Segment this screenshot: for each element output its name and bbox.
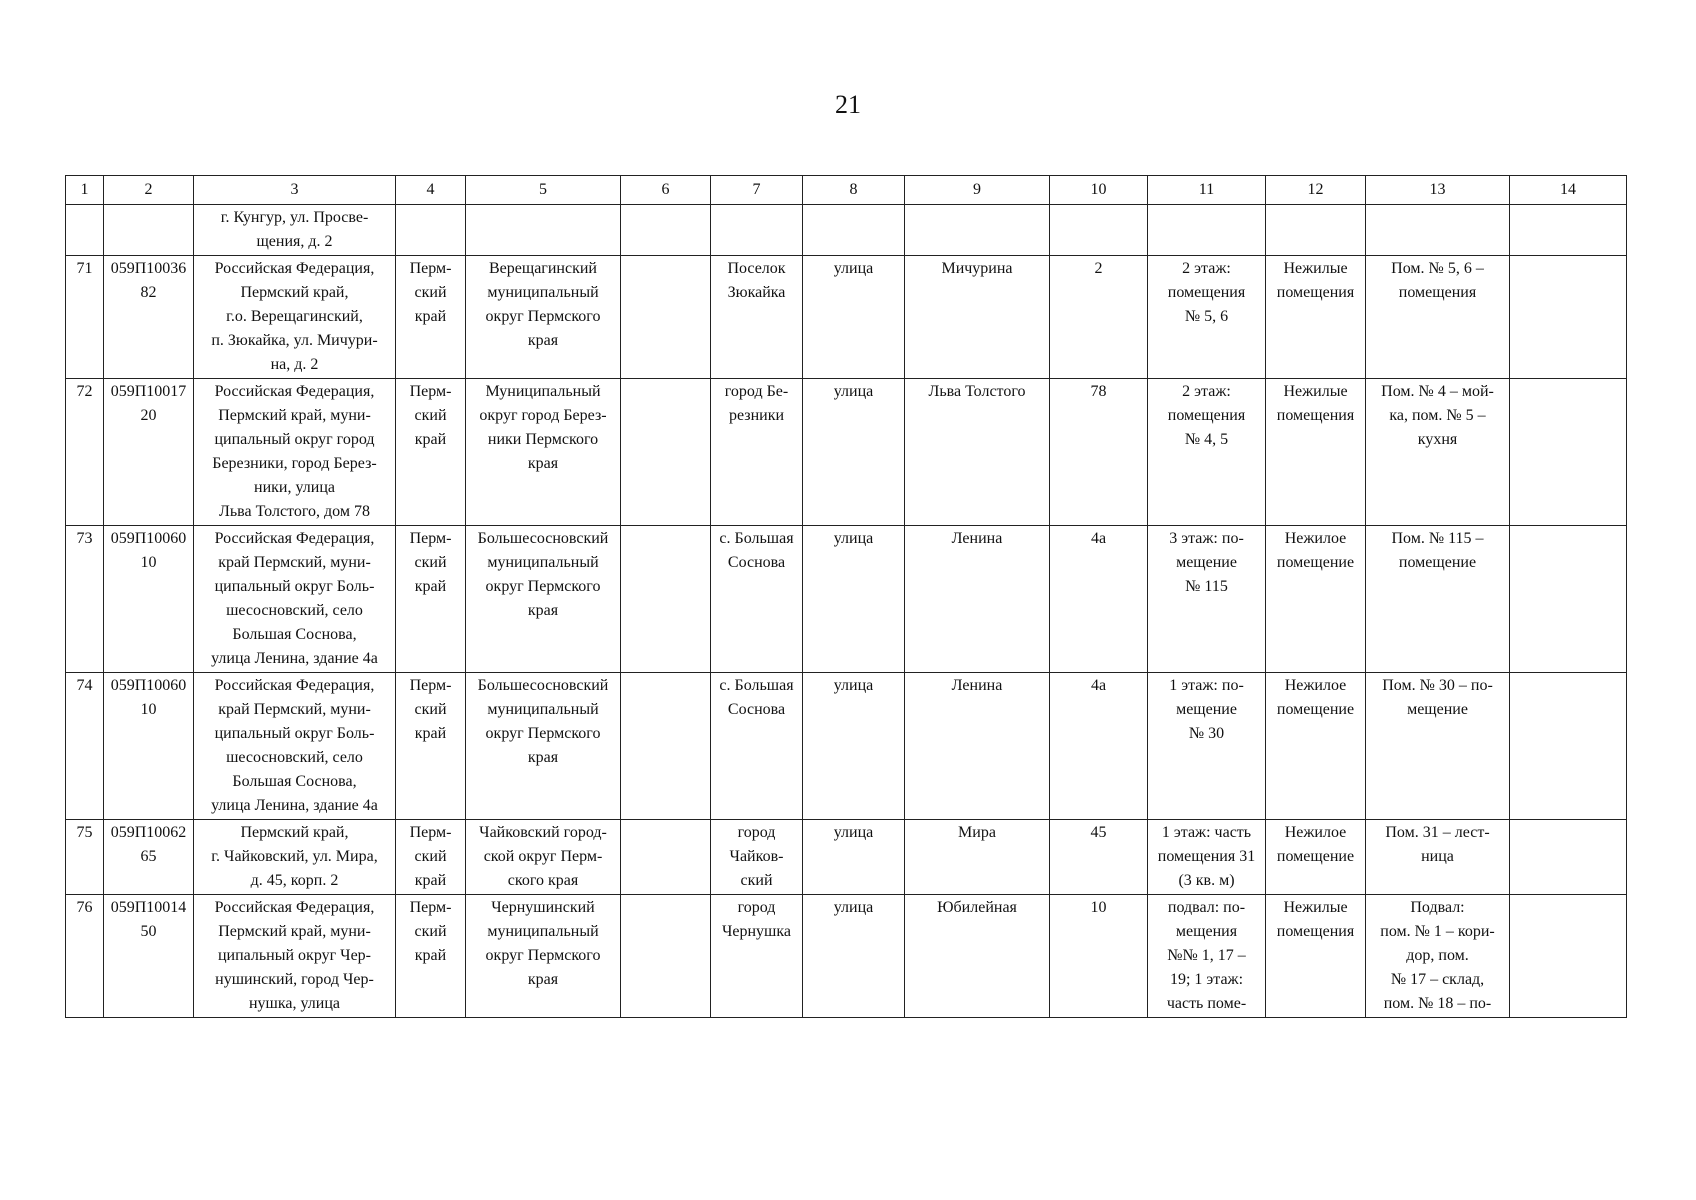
table-cell-col-2 [104,895,194,1018]
cell-text-line: Пермский край, муни- [218,923,371,940]
cell-text-line: нушинский, город Чер- [215,971,374,988]
table-cell-col-4 [396,673,466,820]
cell-text-line: ский [414,407,447,424]
column-header-3: 3 [194,176,396,205]
table-body [66,205,1627,1018]
cell-text-line: с. Большая [719,530,794,547]
table-cell-col-5 [466,205,621,256]
cell-text-line: край [414,872,447,889]
cell-text-line: ский [414,923,447,940]
cell-text-line: город [737,824,776,841]
table-cell-col-4 [396,379,466,526]
cell-text-line: край [414,431,447,448]
table-cell-col-1 [66,526,104,673]
table-cell-col-14 [1510,256,1627,379]
cell-text-line: Ленина [951,530,1003,547]
cell-text-line: края [527,602,559,619]
cell-text-line: Березники, город Берез- [212,455,377,472]
cell-text-line: помещения [1167,284,1246,301]
table-cell-col-2 [104,205,194,256]
cell-text-line: Зюкайка [727,284,786,301]
cell-text-line: 2 этаж: [1182,260,1231,277]
cell-text-line: Пермский край, муни- [218,407,371,424]
cell-text-line: резники [728,407,785,424]
cell-text-line: муниципальный [487,554,599,571]
cell-text-line: № 5, 6 [1184,308,1229,325]
table-cell-col-1 [66,256,104,379]
table-cell-col-6 [621,820,711,895]
cell-text-line: край [414,947,447,964]
cell-text-line: ский [740,872,773,889]
table-cell-col-7 [711,673,803,820]
cell-text-line: Российская Федерация, [214,530,375,547]
table-cell-col-1 [66,673,104,820]
table-cell-col-1 [66,379,104,526]
cell-text-line: Чернушка [721,923,791,940]
table-cell-col-3 [194,379,396,526]
table-cell-col-12 [1266,526,1366,673]
cell-text-line: город [737,899,776,916]
cell-text-line: Пом. № 30 – по- [1382,677,1493,694]
cell-text-line: Пермский край, [240,824,349,841]
cell-text-line: мещение [1176,554,1237,571]
table-cell-col-6 [621,256,711,379]
cell-text-line: ской округ Перм- [483,848,603,865]
cell-text-line: округ Пермского [485,308,601,325]
cell-text-line: мещения [1175,923,1238,940]
cell-text-line: улица Ленина, здание 4а [211,650,378,667]
cell-text-line: Большесосновский [477,530,609,547]
cell-text-line: 72 [76,383,93,400]
table-cell-col-3 [194,895,396,1018]
cell-text-line: края [527,971,559,988]
table-cell-col-11 [1148,526,1266,673]
table-cell-col-9 [905,379,1050,526]
cell-text-line: муниципальный [487,701,599,718]
cell-text-line: Большесосновский [477,677,609,694]
cell-text-line: 059П10060 [110,530,187,547]
table-cell-col-13 [1366,526,1510,673]
table-cell-col-14 [1510,205,1627,256]
cell-text-line: Перм- [409,530,452,547]
table-cell-col-4 [396,526,466,673]
column-header-14: 14 [1510,176,1627,205]
table-cell-col-6 [621,526,711,673]
cell-text-line: с. Большая [719,677,794,694]
table-header-row [66,176,1627,205]
table-cell-col-2 [104,256,194,379]
cell-text-line: улица [833,899,874,916]
cell-text-line: помещения 31 [1157,848,1256,865]
table-cell-col-3 [194,526,396,673]
cell-text-line: (3 кв. м) [1178,872,1235,889]
cell-text-line: 059П10060 [110,677,187,694]
cell-text-line: Нежилое [1284,824,1347,841]
table-cell-col-9 [905,673,1050,820]
cell-text-line: улица [833,260,874,277]
cell-text-line: Верещагинский [489,260,597,277]
cell-text-line: 75 [76,824,93,841]
cell-text-line: 2 этаж: [1182,383,1231,400]
table-row [66,256,1627,379]
table-cell-col-7 [711,526,803,673]
cell-text-line: 74 [76,677,93,694]
cell-text-line: 45 [1090,824,1107,841]
cell-text-line: шесосновский, село [226,602,363,619]
cell-text-line: ница [1421,848,1454,865]
column-header-5: 5 [466,176,621,205]
table-cell-col-8 [803,379,905,526]
cell-text-line: Соснова [727,554,786,571]
cell-text-line: Чайковский город- [479,824,607,841]
cell-text-line: ники, улица [254,479,335,496]
table-row [66,526,1627,673]
cell-text-line: помещение [1276,848,1355,865]
table-cell-col-12 [1266,379,1366,526]
cell-text-line: 1 этаж: часть [1161,824,1252,841]
table-cell-col-5 [466,526,621,673]
table-cell-col-9 [905,526,1050,673]
cell-text-line: ники Пермского [487,431,599,448]
cell-text-line: ка, пом. № 5 – [1389,407,1486,424]
table-cell-col-12 [1266,205,1366,256]
cell-text-line: округ Пермского [485,947,601,964]
cell-text-line: 50 [140,923,157,940]
cell-text-line: Российская Федерация, [214,899,375,916]
column-header-13: 13 [1366,176,1510,205]
cell-text-line: Российская Федерация, [214,677,375,694]
table-cell-col-7 [711,256,803,379]
table-cell-col-10 [1050,673,1148,820]
cell-text-line: г. Кунгур, ул. Просве- [220,209,369,226]
table-cell-col-3 [194,820,396,895]
cell-text-line: помещение [1276,701,1355,718]
cell-text-line: г.о. Верещагинский, [226,308,363,325]
cell-text-line: края [527,455,559,472]
table-cell-col-4 [396,256,466,379]
cell-text-line: ский [414,554,447,571]
table-row [66,820,1627,895]
column-header-2: 2 [104,176,194,205]
table-cell-col-5 [466,673,621,820]
cell-text-line: 65 [140,848,157,865]
cell-text-line: Нежилые [1283,899,1348,916]
table-cell-col-5 [466,379,621,526]
table-row [66,205,1627,256]
cell-text-line: край [414,578,447,595]
table-cell-col-8 [803,256,905,379]
table-cell-col-1 [66,895,104,1018]
cell-text-line: № 30 [1188,725,1225,742]
cell-text-line: ципальный округ город [214,431,375,448]
cell-text-line: Нежилое [1284,677,1347,694]
table-cell-col-12 [1266,895,1366,1018]
cell-text-line: Перм- [409,677,452,694]
table-cell-col-14 [1510,526,1627,673]
cell-text-line: 4а [1090,677,1107,694]
cell-text-line: Перм- [409,260,452,277]
table-cell-col-13 [1366,673,1510,820]
cell-text-line: Льва Толстого [928,383,1026,400]
cell-text-line: подвал: по- [1167,899,1246,916]
table-cell-col-8 [803,895,905,1018]
cell-text-line: пом. № 1 – кори- [1380,923,1495,940]
cell-text-line: ципальный округ Боль- [214,578,375,595]
table-cell-col-6 [621,379,711,526]
table-cell-col-7 [711,205,803,256]
cell-text-line: Нежилое [1284,530,1347,547]
table-cell-col-13 [1366,379,1510,526]
cell-text-line: край [414,308,447,325]
table-cell-col-11 [1148,379,1266,526]
table-cell-col-3 [194,673,396,820]
cell-text-line: шесосновский, село [226,749,363,766]
cell-text-line: Мичурина [941,260,1013,277]
table-cell-col-3 [194,256,396,379]
cell-text-line: Льва Толстого, дом 78 [219,503,370,520]
cell-text-line: 20 [140,407,157,424]
cell-text-line: улица [833,383,874,400]
cell-text-line: ципальный округ Боль- [214,725,375,742]
table-cell-col-6 [621,205,711,256]
table-cell-col-10 [1050,256,1148,379]
table-cell-col-12 [1266,673,1366,820]
cell-text-line: край Пермский, муни- [218,554,371,571]
table-cell-col-11 [1148,205,1266,256]
table-cell-col-1 [66,820,104,895]
cell-text-line: округ Пермского [485,578,601,595]
table-cell-col-8 [803,673,905,820]
cell-text-line: 19; 1 этаж: [1169,971,1244,988]
cell-text-line: муниципальный [487,284,599,301]
table-cell-col-5 [466,256,621,379]
table-cell-col-2 [104,673,194,820]
table-cell-col-10 [1050,379,1148,526]
cell-text-line: ципальный округ Чер- [217,947,372,964]
cell-text-line: 1 этаж: по- [1169,677,1244,694]
cell-text-line: 059П10062 [110,824,187,841]
table-cell-col-7 [711,895,803,1018]
cell-text-line: 4а [1090,530,1107,547]
cell-text-line: п. Зюкайка, ул. Мичури- [211,332,378,349]
cell-text-line: улица [833,677,874,694]
cell-text-line: помещение [1276,554,1355,571]
table-cell-col-2 [104,379,194,526]
cell-text-line: №№ 1, 17 – [1167,947,1246,964]
cell-text-line: нушка, улица [248,995,341,1012]
table-cell-col-9 [905,895,1050,1018]
cell-text-line: 10 [1090,899,1107,916]
page-number: 21 [835,90,861,119]
cell-text-line: Пермский край, [240,284,349,301]
table-row [66,379,1627,526]
cell-text-line: 82 [140,284,157,301]
table-cell-col-14 [1510,379,1627,526]
cell-text-line: 059П10014 [110,899,187,916]
table-cell-col-13 [1366,256,1510,379]
table-cell-col-4 [396,205,466,256]
table-cell-col-14 [1510,820,1627,895]
cell-text-line: 2 [1094,260,1103,277]
cell-text-line: ский [414,701,447,718]
cell-text-line: 71 [76,260,93,277]
cell-text-line: край [414,725,447,742]
cell-text-line: Большая Соснова, [232,626,357,643]
cell-text-line: № 4, 5 [1184,431,1229,448]
column-header-12: 12 [1266,176,1366,205]
cell-text-line: Мира [958,824,996,841]
cell-text-line: улица Ленина, здание 4а [211,797,378,814]
cell-text-line: 3 этаж: по- [1169,530,1244,547]
table-cell-col-6 [621,895,711,1018]
table-cell-col-5 [466,820,621,895]
table-cell-col-9 [905,256,1050,379]
cell-text-line: ский [414,848,447,865]
cell-text-line: Перм- [409,899,452,916]
cell-text-line: Юбилейная [937,899,1017,916]
cell-text-line: край Пермский, муни- [218,701,371,718]
table-cell-col-7 [711,820,803,895]
column-header-4: 4 [396,176,466,205]
cell-text-line: улица [833,824,874,841]
cell-text-line: 76 [76,899,93,916]
cell-text-line: Перм- [409,824,452,841]
table-cell-col-13 [1366,205,1510,256]
cell-text-line: на, д. 2 [270,356,319,373]
cell-text-line: края [527,332,559,349]
table-cell-col-5 [466,895,621,1018]
table-cell-col-9 [905,820,1050,895]
table-cell-col-10 [1050,820,1148,895]
table-cell-col-2 [104,526,194,673]
cell-text-line: № 115 [1185,578,1228,595]
table-cell-col-9 [905,205,1050,256]
table-cell-col-8 [803,205,905,256]
cell-text-line: город Бе- [724,383,789,400]
table-cell-col-7 [711,379,803,526]
cell-text-line: Пом. № 4 – мой- [1381,383,1494,400]
cell-text-line: Перм- [409,383,452,400]
cell-text-line: помещения [1276,284,1355,301]
column-header-11: 11 [1148,176,1266,205]
cell-text-line: улица [833,530,874,547]
table-cell-col-11 [1148,895,1266,1018]
cell-text-line: № 17 – склад, [1390,971,1485,988]
cell-text-line: Поселок [727,260,786,277]
cell-text-line: Российская Федерация, [214,383,375,400]
cell-text-line: помещения [1276,407,1355,424]
cell-text-line: Пом. № 115 – [1391,530,1484,547]
cell-text-line: г. Чайковский, ул. Мира, [211,848,378,865]
column-header-1: 1 [66,176,104,205]
cell-text-line: ского края [507,872,579,889]
cell-text-line: Большая Соснова, [232,773,357,790]
cell-text-line: Нежилые [1283,260,1348,277]
table-cell-col-14 [1510,895,1627,1018]
table-cell-col-3 [194,205,396,256]
cell-text-line: 10 [140,554,157,571]
cell-text-line: 059П10017 [110,383,187,400]
cell-text-line: мещение [1407,701,1468,718]
cell-text-line: 78 [1090,383,1107,400]
cell-text-line: округ город Берез- [479,407,607,424]
cell-text-line: Ленина [951,677,1003,694]
table-cell-col-8 [803,820,905,895]
cell-text-line: Пом. № 5, 6 – [1391,260,1484,277]
table-cell-col-11 [1148,673,1266,820]
cell-text-line: Чайков- [729,848,784,865]
cell-text-line: Пом. 31 – лест- [1385,824,1490,841]
table-cell-col-14 [1510,673,1627,820]
cell-text-line: щения, д. 2 [256,233,333,250]
table-cell-col-10 [1050,895,1148,1018]
column-header-9: 9 [905,176,1050,205]
table-cell-col-13 [1366,895,1510,1018]
cell-text-line: 059П10036 [110,260,187,277]
table-cell-col-2 [104,820,194,895]
cell-text-line: помещения [1167,407,1246,424]
table-cell-col-6 [621,673,711,820]
cell-text-line: округ Пермского [485,725,601,742]
cell-text-line: Подвал: [1410,899,1465,916]
column-header-7: 7 [711,176,803,205]
cell-text-line: помещения [1398,284,1477,301]
cell-text-line: помещения [1276,923,1355,940]
cell-text-line: 10 [140,701,157,718]
table-cell-col-4 [396,895,466,1018]
table-cell-col-12 [1266,256,1366,379]
cell-text-line: помещение [1398,554,1477,571]
cell-text-line: часть поме- [1166,995,1247,1012]
table-cell-col-11 [1148,820,1266,895]
column-header-8: 8 [803,176,905,205]
column-header-6: 6 [621,176,711,205]
table-cell-col-10 [1050,205,1148,256]
cell-text-line: мещение [1176,701,1237,718]
cell-text-line: Чернушинский [491,899,595,916]
cell-text-line: края [527,749,559,766]
table-cell-col-10 [1050,526,1148,673]
table-row [66,895,1627,1018]
column-header-10: 10 [1050,176,1148,205]
cell-text-line: 73 [76,530,93,547]
table-cell-col-8 [803,526,905,673]
cell-text-line: Соснова [727,701,786,718]
cell-text-line: Российская Федерация, [214,260,375,277]
cell-text-line: Муниципальный [485,383,601,400]
cell-text-line: ский [414,284,447,301]
cell-text-line: кухня [1417,431,1458,448]
cell-text-line: Нежилые [1283,383,1348,400]
table-cell-col-4 [396,820,466,895]
table-cell-col-12 [1266,820,1366,895]
cell-text-line: муниципальный [487,923,599,940]
cell-text-line: дор, пом. [1406,947,1469,964]
table-cell-col-13 [1366,820,1510,895]
cell-text-line: пом. № 18 – по- [1383,995,1492,1012]
table-cell-col-1 [66,205,104,256]
registry-table [65,175,1627,1018]
table-row [66,673,1627,820]
cell-text-line: д. 45, корп. 2 [250,872,339,889]
table-cell-col-11 [1148,256,1266,379]
